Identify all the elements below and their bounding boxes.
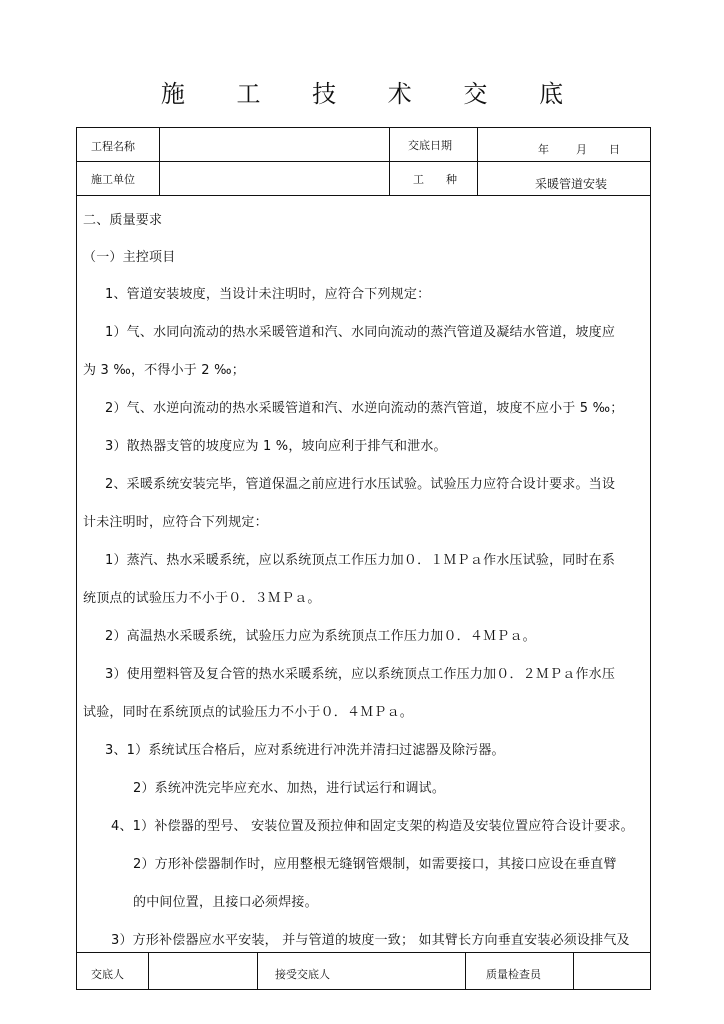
- date-month: 月: [576, 143, 587, 156]
- col-divider: [257, 952, 258, 990]
- footer-divider: [77, 952, 650, 953]
- body-line: 1）气、水同向流动的热水采暖管道和汽、水同向流动的蒸汽管道及凝结水管道，坡度应: [105, 325, 616, 340]
- body-line: 3、1）系统试压合格后，应对系统进行冲洗并清扫过滤器及除污器。: [105, 743, 505, 758]
- body-line: 的中间位置，且接口必须焊接。: [133, 895, 318, 910]
- body-line: 统顶点的试验压力不小于０．３ＭＰａ。: [83, 591, 321, 606]
- body-line: 试验，同时在系统顶点的试验压力不小于０．４ＭＰａ。: [83, 705, 414, 720]
- disclosure-form: [76, 127, 651, 990]
- body-line: 二、质量要求: [83, 213, 163, 228]
- body-line: （一）主控项目: [83, 250, 176, 265]
- col-divider: [477, 128, 478, 195]
- project-name-label: 工程名称: [91, 140, 135, 153]
- row-divider: [77, 195, 650, 196]
- body-line: 3）散热器支管的坡度应为 1 %，坡向应利于排气和泄水。: [105, 439, 447, 454]
- document-title: 施 工 技 术 交 底: [160, 80, 586, 108]
- body-line: 1、管道安装坡度，当设计未注明时，应符合下列规定：: [105, 287, 431, 302]
- col-divider: [465, 952, 466, 990]
- construction-unit-label: 施工单位: [91, 173, 135, 186]
- date-label: 交底日期: [408, 139, 452, 152]
- body-line: 1）蒸汽、热水采暖系统，应以系统顶点工作压力加０．１ＭＰａ作水压试验，同时在系: [105, 553, 616, 568]
- trade-label: 工 种: [413, 173, 457, 186]
- date-day: 日: [609, 143, 620, 156]
- trade-value: 采暖管道安装: [535, 177, 608, 191]
- body-line: 4、1）补偿器的型号、 安装位置及预拉伸和固定支架的构造及安装位置应符合设计要求。: [111, 819, 634, 834]
- body-line: 3）使用塑料管及复合管的热水采暖系统，应以系统顶点工作压力加０．２ＭＰａ作水压: [105, 667, 616, 682]
- col-divider: [573, 952, 574, 990]
- col-divider: [148, 952, 149, 990]
- receiver-label: 接受交底人: [275, 968, 330, 981]
- date-year: 年: [538, 143, 549, 156]
- body-line: 2）系统冲洗完毕应充水、加热，进行试运行和调试。: [133, 781, 446, 796]
- body-line: 为 3 ‰，不得小于 2 ‰；: [83, 363, 245, 378]
- issuer-label: 交底人: [91, 968, 124, 981]
- body-line: 2）高温热水采暖系统，试验压力应为系统顶点工作压力加０．４ＭＰａ。: [105, 629, 536, 644]
- body-line: 计未注明时，应符合下列规定：: [83, 515, 268, 530]
- body-line: 2）方形补偿器制作时，应用整根无缝钢管煨制，如需要接口，其接口应设在垂直臂: [133, 857, 617, 872]
- row-divider: [77, 161, 650, 162]
- body-line: 2、采暖系统安装完毕，管道保温之前应进行水压试验。试验压力应符合设计要求。当设: [105, 477, 616, 492]
- body-line: 3）方形补偿器应水平安装， 并与管道的坡度一致； 如其臂长方向垂直安装必须设排气及: [111, 933, 630, 948]
- inspector-label: 质量检查员: [486, 968, 541, 981]
- col-divider: [159, 128, 160, 195]
- body-line: 2）气、水逆向流动的热水采暖管道和汽、水逆向流动的蒸汽管道，坡度不应小于 5 ‰；: [105, 401, 624, 416]
- col-divider: [389, 128, 390, 195]
